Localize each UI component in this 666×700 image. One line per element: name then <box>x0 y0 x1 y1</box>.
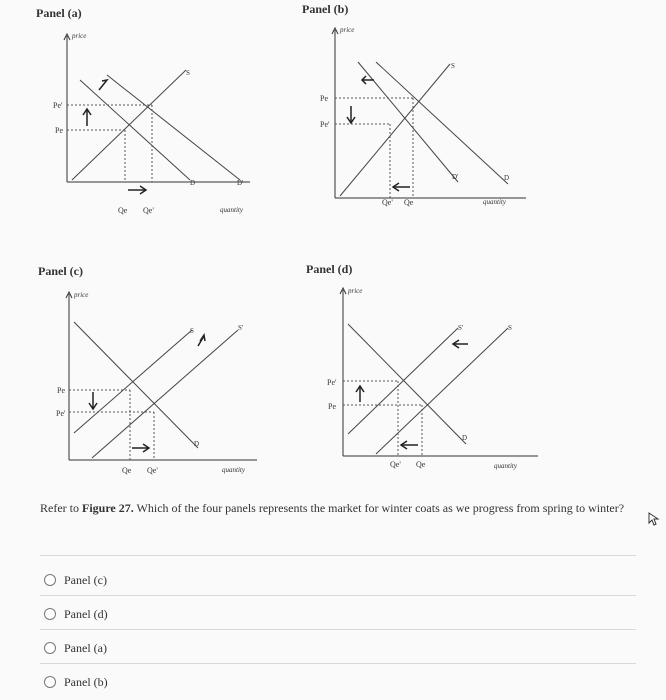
question-text: Refer to Figure 27. Which of the four panels represents the market for winter coats as we progress from spring to winter? <box>40 501 625 515</box>
panel-d-title: Panel (d) <box>306 262 353 276</box>
mouse-cursor-icon <box>648 512 660 526</box>
panel-b-demand-label-1: D' <box>452 173 459 181</box>
option-panel-b-radio[interactable] <box>44 676 56 688</box>
panel-a-demand-label-1: D <box>190 179 196 187</box>
panel-b-graph <box>318 22 533 207</box>
divider <box>40 595 636 596</box>
panel-c-price-label-1: Pe <box>57 386 65 395</box>
panel-d-graph <box>326 284 546 474</box>
panel-c-demand-label: D <box>194 440 200 448</box>
panel-b-quantity-axis-label: quantity <box>483 198 506 206</box>
panel-b-demand-label-2: D <box>504 174 510 182</box>
panel-d-qty-label-2: Qe <box>416 460 426 469</box>
divider <box>40 629 636 630</box>
panel-a-supply-label: S <box>186 69 190 77</box>
panel-c-qty-label-1: Qe <box>122 466 132 475</box>
panel-c-graph <box>52 288 267 478</box>
panel-c-supply-label-1: S <box>190 327 194 335</box>
divider <box>40 555 636 556</box>
divider <box>40 663 636 664</box>
panel-b-supply-label: S <box>451 62 455 70</box>
panel-d-price-label-2: Pe <box>328 402 336 411</box>
option-panel-c[interactable] <box>44 571 107 589</box>
panel-b-price-label-1: Pe <box>320 94 328 103</box>
option-panel-a[interactable] <box>44 639 107 657</box>
panel-c-price-axis-label: price <box>74 291 89 299</box>
option-panel-a-radio[interactable] <box>44 642 56 654</box>
panel-a-price-label-2: Pe <box>55 126 63 135</box>
panel-b-price-axis-label: price <box>340 26 355 34</box>
option-panel-d[interactable] <box>44 605 108 623</box>
panel-d-supply-label-2: S <box>508 324 512 332</box>
panel-d-price-axis-label: price <box>348 287 363 295</box>
panel-c-supply-label-2: S' <box>238 324 244 332</box>
option-panel-c-label: Panel (c) <box>64 572 107 587</box>
panel-b-price-label-2: Pe' <box>320 120 330 129</box>
panel-a-graph <box>50 30 260 215</box>
panel-d-supply-label-1: S' <box>458 324 464 332</box>
panel-a-qty-label-1: Qe <box>118 206 128 215</box>
option-panel-c-radio[interactable] <box>44 574 56 586</box>
panel-d-quantity-axis-label: quantity <box>494 462 517 470</box>
panel-a-quantity-axis-label: quantity <box>220 206 243 214</box>
panel-a-price-label-1: Pe' <box>53 101 63 110</box>
option-panel-d-label: Panel (d) <box>64 606 108 621</box>
panel-a-price-axis-label: price <box>72 32 87 40</box>
panel-d-qty-label-1: Qe' <box>390 460 401 469</box>
panel-c-qty-label-2: Qe' <box>147 466 158 475</box>
panel-c-quantity-axis-label: quantity <box>222 466 245 474</box>
panel-c-title: Panel (c) <box>38 264 83 278</box>
option-panel-a-label: Panel (a) <box>64 640 107 655</box>
option-panel-d-radio[interactable] <box>44 608 56 620</box>
option-panel-b-label: Panel (b) <box>64 674 108 689</box>
option-panel-b[interactable] <box>44 673 108 691</box>
figure-reference: Figure 27. <box>81 501 134 515</box>
panel-a-qty-label-2: Qe' <box>143 206 154 215</box>
panel-b-title: Panel (b) <box>302 2 349 16</box>
panel-d-demand-label: D <box>462 434 468 442</box>
panel-d-price-label-1: Pe' <box>327 378 337 387</box>
panel-b-qty-label-2: Qe <box>404 198 414 207</box>
panel-a-demand-label-2: D' <box>237 179 244 187</box>
panel-c-price-label-2: Pe' <box>56 409 66 418</box>
panel-b-qty-label-1: Qe' <box>382 198 393 207</box>
panel-a-title: Panel (a) <box>36 6 82 20</box>
